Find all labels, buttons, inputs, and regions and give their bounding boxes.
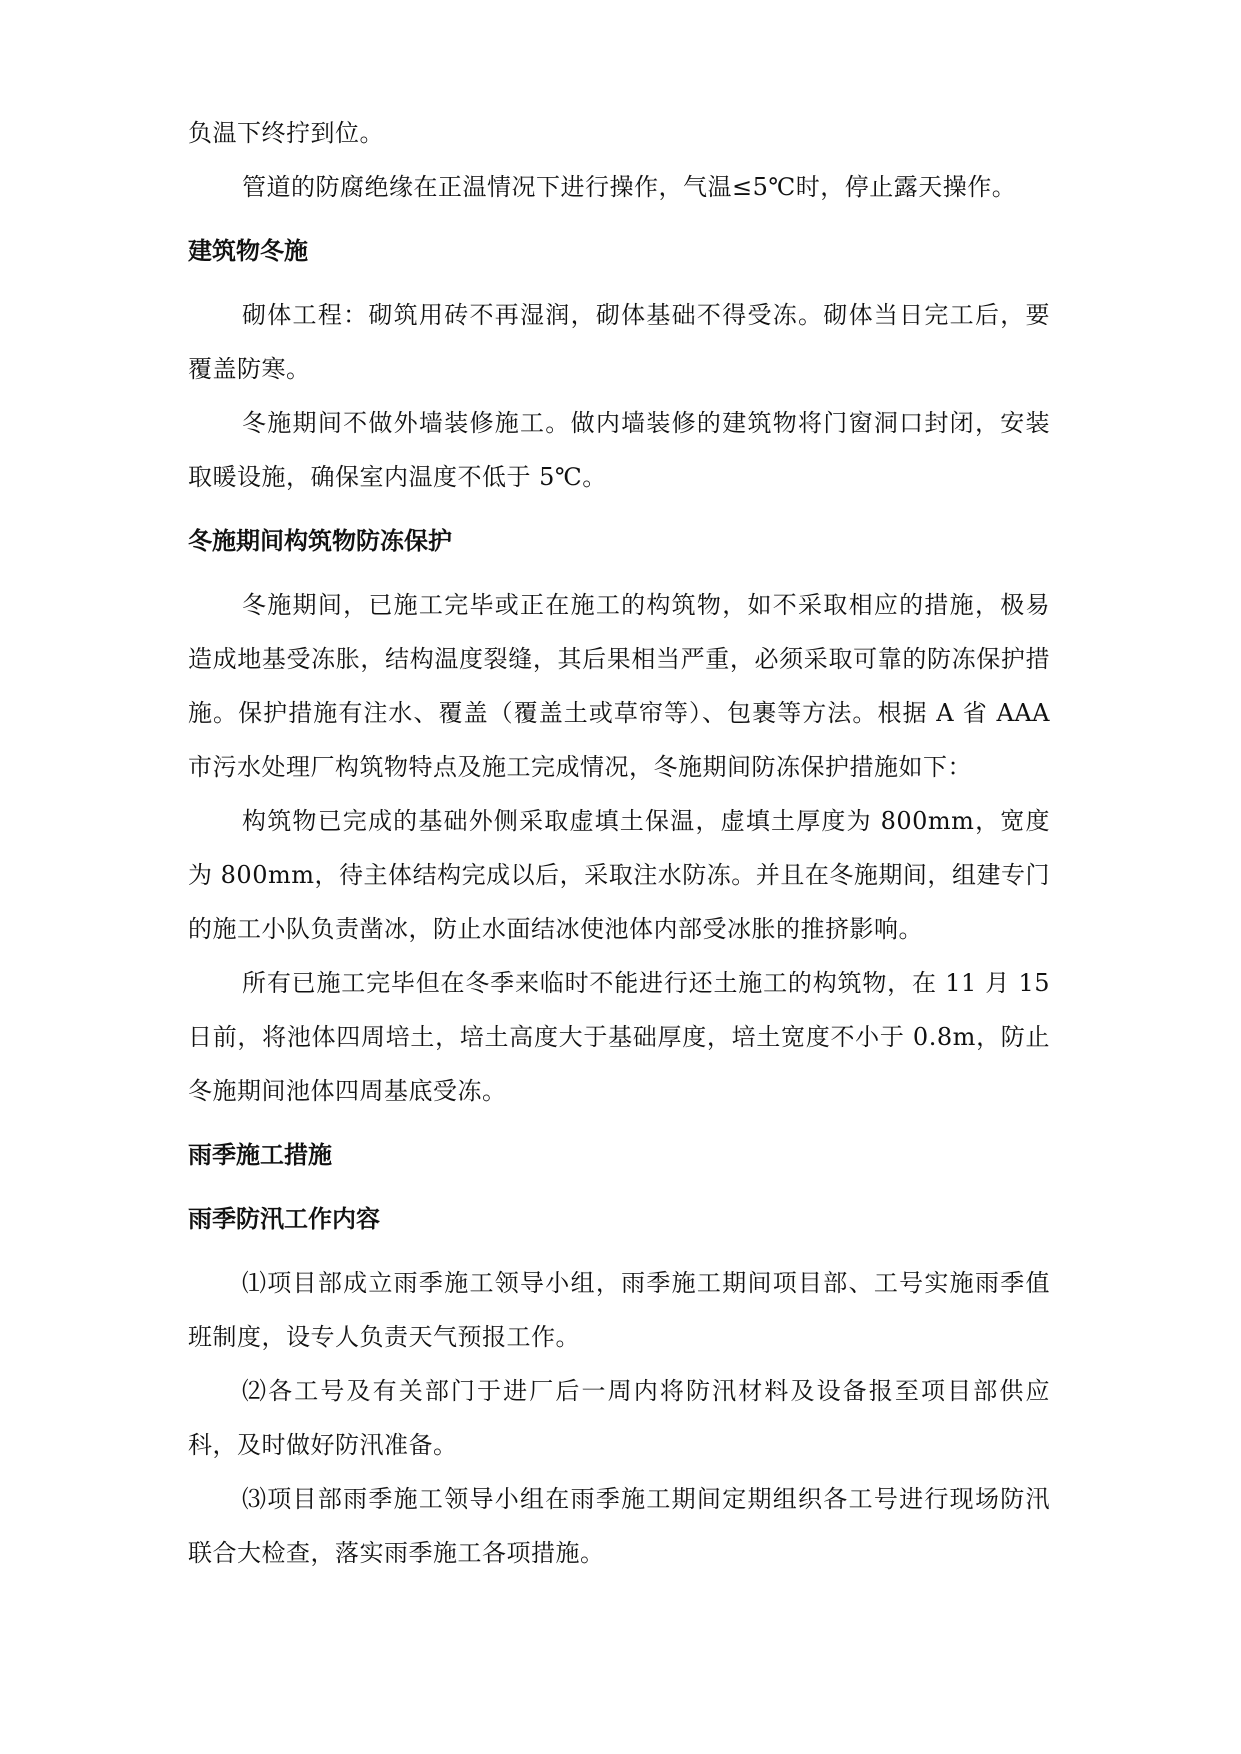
paragraph: 砌体工程：砌筑用砖不再湿润，砌体基础不得受冻。砌体当日完工后，要覆盖防寒。 — [188, 301, 1050, 383]
paragraph: 所有已施工完毕但在冬季来临时不能进行还土施工的构筑物，在 11 月 15 日前，将池体四周培土，培土高度大于基础厚度，培土宽度不小于 0.8m，防止冬施期间池体四周基底受冻。 — [188, 969, 1050, 1105]
section-heading: 冬施期间构筑物防冻保护 — [188, 527, 452, 555]
paragraph: 管道的防腐绝缘在正温情况下进行操作，气温≤5℃时，停止露天操作。 — [242, 173, 1017, 201]
section-heading: 建筑物冬施 — [188, 237, 308, 265]
section-heading: 雨季防汛工作内容 — [188, 1205, 380, 1233]
document-body — [188, 106, 1050, 1580]
paragraph: ⑴项目部成立雨季施工领导小组，雨季施工期间项目部、工号实施雨季值班制度，设专人负责天气预报工作。 — [188, 1269, 1050, 1351]
paragraph: 负温下终拧到位。 — [188, 119, 384, 147]
paragraph: 构筑物已完成的基础外侧采取虚填土保温，虚填土厚度为 800mm，宽度为 800mm，待主体结构完成以后，采取注水防冻。并且在冬施期间，组建专门的施工小队负责凿冰，防止水面结冰使池体内部受冰胀的推挤影响。 — [188, 807, 1050, 943]
paragraph: 冬施期间不做外墙装修施工。做内墙装修的建筑物将门窗洞口封闭，安装取暖设施，确保室内温度不低于 5℃。 — [188, 409, 1050, 491]
paragraph: 冬施期间，已施工完毕或正在施工的构筑物，如不采取相应的措施，极易造成地基受冻胀，结构温度裂缝，其后果相当严重，必须采取可靠的防冻保护措施。保护措施有注水、覆盖（覆盖土或草帘等）、包裹等方法。根据 A 省 AAA 市污水处理厂构筑物特点及施工完成情况，冬施期间防冻保护措施如下： — [188, 591, 1050, 781]
paragraph: ⑵各工号及有关部门于进厂后一周内将防汛材料及设备报至项目部供应科，及时做好防汛准备。 — [188, 1377, 1050, 1459]
paragraph: ⑶项目部雨季施工领导小组在雨季施工期间定期组织各工号进行现场防汛联合大检查，落实雨季施工各项措施。 — [188, 1485, 1050, 1567]
section-heading: 雨季施工措施 — [188, 1141, 332, 1169]
